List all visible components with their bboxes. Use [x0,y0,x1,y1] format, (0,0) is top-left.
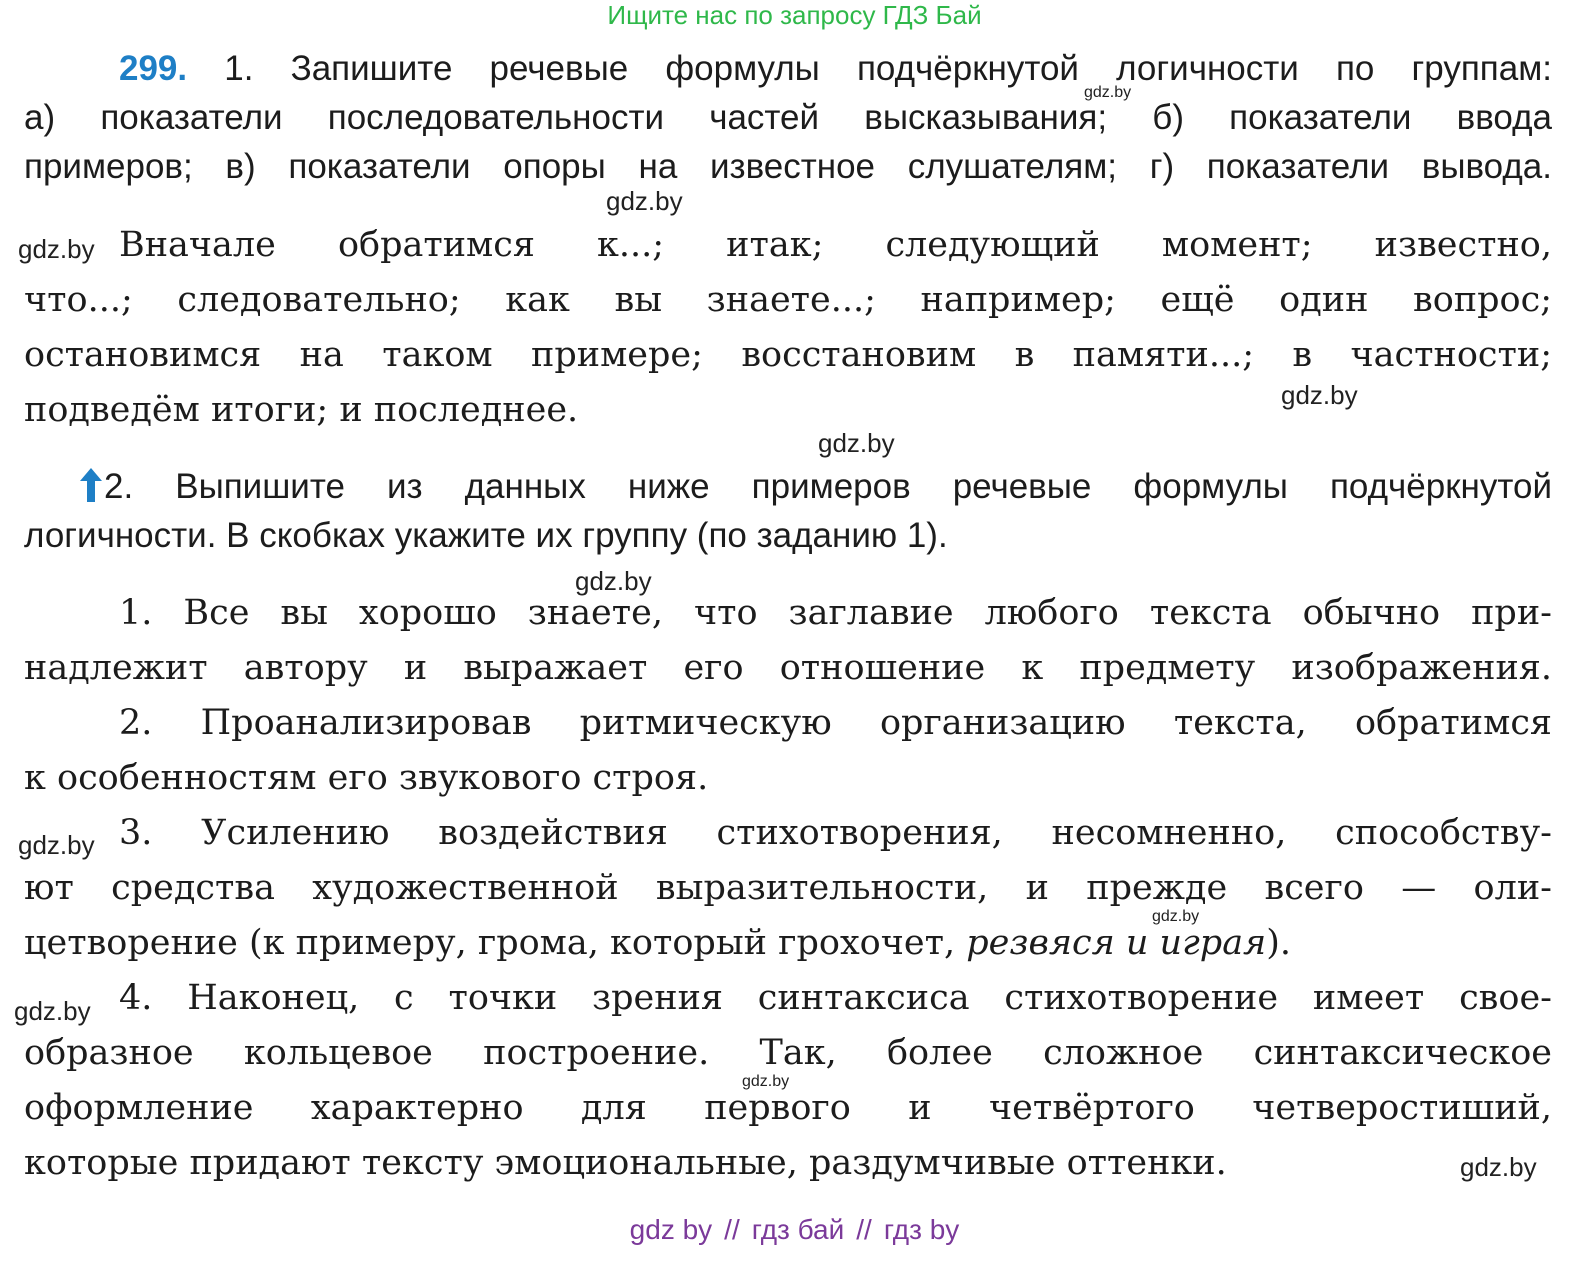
footer-link-gdz-by-cyr[interactable]: гдз by [883,1214,960,1245]
phrase-line-4: подведём итоги; и последнее. [24,390,579,430]
task2-line-1 [24,462,1552,511]
footer-separator: // [856,1214,872,1245]
example-3-line-2: ют средства художественной выразительности, и прежде всего — оли- [24,868,1552,908]
example-3-italic-phrase: резвяся и играя [966,923,1267,963]
watermark: gdz.by [606,186,683,216]
watermark: gdz.by [1084,84,1132,101]
watermark: gdz.by [575,566,652,596]
watermark: gdz.by [742,1073,790,1090]
example-4-line-3: оформление характерно для первого и четвёртого четверостиший, [24,1088,1552,1128]
exercise-number: 299. [119,49,188,88]
footer-link-gdz-by[interactable]: gdz by [629,1214,713,1245]
example-4-line-2: образное кольцевое построение. Так, более сложное синтаксическое [24,1033,1552,1073]
footer-link-gdz-bai[interactable]: гдз бай [751,1214,845,1245]
watermark: gdz.by [1152,908,1200,925]
example-2-line-2: к особенностям его звукового строя. [24,758,709,798]
task1-line-1-text: 1. Запишите речевые формулы подчёркнутой логичности по группам: [224,49,1552,88]
watermark: gdz.by [14,996,91,1026]
up-arrow-icon [80,468,102,502]
search-hint-banner: Ищите нас по запросу ГДЗ Бай [607,0,982,30]
example-3-line-3 [24,916,1552,971]
example-3-line-3-end: ). [1266,923,1292,963]
task1-line-3: примеров; в) показатели опоры на известное слушателям; г) показатели вывода. [24,147,1552,186]
example-4-line-4: которые придают тексту эмоциональные, раздумчивые оттенки. [24,1143,1227,1183]
watermark: gdz.by [1460,1152,1537,1182]
phrase-line-1: Вначале обратимся к...; итак; следующий момент; известно, [119,225,1552,265]
watermark: gdz.by [818,428,895,458]
footer-links [0,1214,1589,1246]
watermark: gdz.by [18,830,95,860]
watermark: gdz.by [18,234,95,264]
example-3-line-3-start: цетворение (к примеру, грома, который грохочет, [24,923,956,963]
example-1-line-2: надлежит автору и выражает его отношение к предмету изображения. [24,648,1552,688]
examples-block [24,586,1552,1191]
task2-line-2: логичности. В скобках укажите их группу (по заданию 1). [24,516,948,555]
phrase-line-3: остановимся на таком примере; восстановим в памяти...; в частности; [24,335,1552,375]
watermark: gdz.by [1281,380,1358,410]
example-3-line-1: 3. Усилению воздействия стихотворения, несомненно, способству- [119,813,1552,853]
phrase-line-2: что...; следовательно; как вы знаете...; например; ещё один вопрос; [24,280,1552,320]
example-1-line-1: 1. Все вы хорошо знаете, что заглавие любого текста обычно при- [119,593,1552,633]
task1-line-2: а) показатели последовательности частей высказывания; б) показатели ввода [24,98,1552,137]
task1-line-1 [24,44,1552,93]
task1-instruction [24,44,1552,191]
example-4-line-1: 4. Наконец, с точки зрения синтаксиса стихотворение имеет свое- [119,978,1552,1018]
footer-separator: // [724,1214,740,1245]
example-2-line-1: 2. Проанализировав ритмическую организацию текста, обратимся [119,703,1552,743]
task2-line-1-text: 2. Выпишите из данных ниже примеров речевые формулы подчёркнутой [104,467,1552,506]
task2-instruction [24,462,1552,560]
